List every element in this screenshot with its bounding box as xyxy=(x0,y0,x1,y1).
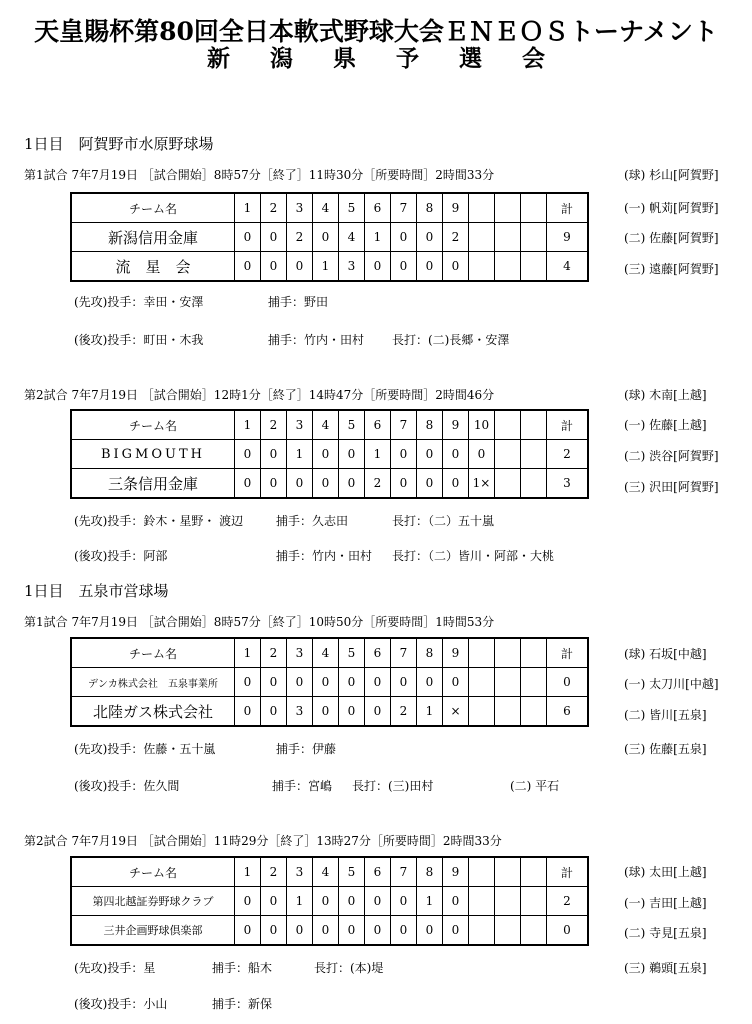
inning-score: 0 xyxy=(261,697,287,727)
first-catchers: 捕手：久志田 xyxy=(276,514,349,528)
inning-score: 0 xyxy=(287,469,313,499)
inning-score xyxy=(495,252,521,282)
second-long-hits: 長打：(三)田村 xyxy=(352,779,434,793)
prefecture-title xyxy=(0,40,752,73)
header-cell: チーム名 xyxy=(71,410,235,440)
inning-score: 0 xyxy=(365,916,391,946)
header-cell: 6 xyxy=(365,638,391,668)
first-pitchers: (先攻)投手：星 xyxy=(74,961,156,975)
header-cell: 4 xyxy=(313,410,339,440)
table-header-row xyxy=(71,410,588,440)
inning-score: 0 xyxy=(391,469,417,499)
inning-score: 1 xyxy=(417,697,443,727)
table-row xyxy=(71,916,588,946)
inning-score: 0 xyxy=(443,469,469,499)
first-pitchers: (先攻)投手：佐藤・五十嵐 xyxy=(74,742,216,756)
inning-score xyxy=(521,252,547,282)
title-char: 県 xyxy=(333,45,356,72)
team-name: 第四北越証券野球クラブ xyxy=(71,887,235,916)
header-cell xyxy=(469,193,495,223)
inning-score xyxy=(521,697,547,727)
inning-score: 0 xyxy=(313,916,339,946)
inning-score: 0 xyxy=(365,887,391,916)
header-cell xyxy=(469,857,495,887)
header-cell: 5 xyxy=(339,638,365,668)
header-cell: 7 xyxy=(391,857,417,887)
inning-score: 0 xyxy=(287,916,313,946)
inning-score: 0 xyxy=(235,916,261,946)
table-header-row xyxy=(71,857,588,887)
inning-score xyxy=(495,887,521,916)
total-score: 0 xyxy=(547,668,589,697)
header-cell: 1 xyxy=(235,857,261,887)
header-cell xyxy=(521,857,547,887)
inning-score xyxy=(495,916,521,946)
inning-score xyxy=(469,697,495,727)
team-name: BIGMOUTH xyxy=(71,440,235,469)
title-char: 選 xyxy=(459,45,482,72)
table-header-row xyxy=(71,193,588,223)
umpire-plate: (球) 木南[上越] xyxy=(624,388,707,402)
inning-score xyxy=(521,223,547,252)
team-name: 三井企画野球倶楽部 xyxy=(71,916,235,946)
inning-score: 0 xyxy=(313,697,339,727)
inning-score: 0 xyxy=(235,440,261,469)
first-pitchers: (先攻)投手：幸田・安澤 xyxy=(74,295,204,309)
inning-score: 0 xyxy=(391,887,417,916)
header-cell: 2 xyxy=(261,410,287,440)
first-long-hits: 長打：（二）五十嵐 xyxy=(392,514,495,528)
inning-score: 0 xyxy=(391,440,417,469)
inning-score: 0 xyxy=(391,252,417,282)
tournament-title: 天皇賜杯第80回全日本軟式野球大会ＥＮＥＯＳトーナメント xyxy=(34,17,718,46)
header-cell: 8 xyxy=(417,193,443,223)
header-cell: 5 xyxy=(339,193,365,223)
inning-score: 0 xyxy=(261,668,287,697)
second-long-hits-extra: (二) 平石 xyxy=(510,779,560,793)
umpire-second: (二) 皆川[五泉] xyxy=(624,708,707,722)
header-cell xyxy=(495,410,521,440)
header-cell: 2 xyxy=(261,193,287,223)
inning-score: 0 xyxy=(417,668,443,697)
header-cell xyxy=(495,638,521,668)
inning-score xyxy=(521,668,547,697)
umpire-third: (三) 鵜頭[五泉] xyxy=(624,961,707,975)
second-catchers: 捕手：竹内・田村 xyxy=(276,549,373,563)
inning-score: 0 xyxy=(443,440,469,469)
header-cell xyxy=(521,193,547,223)
second-catchers: 捕手：竹内・田村 xyxy=(268,333,365,347)
venue-heading: 1日目 阿賀野市水原野球場 xyxy=(24,135,214,153)
header-cell: 6 xyxy=(365,193,391,223)
inning-score: 0 xyxy=(313,668,339,697)
umpire-first: (一) 帆苅[阿賀野] xyxy=(624,201,719,215)
header-cell: 4 xyxy=(313,638,339,668)
inning-score: 0 xyxy=(417,223,443,252)
total-score: 2 xyxy=(547,887,589,916)
inning-score xyxy=(469,887,495,916)
table-header-row xyxy=(71,638,588,668)
inning-score: 0 xyxy=(339,697,365,727)
first-catchers: 捕手：伊藤 xyxy=(276,742,337,756)
header-cell: 6 xyxy=(365,410,391,440)
inning-score: 0 xyxy=(365,668,391,697)
inning-score: 0 xyxy=(261,440,287,469)
first-long-hits: 長打：(本)堤 xyxy=(314,961,384,975)
umpire-plate: (球) 太田[上越] xyxy=(624,865,707,879)
inning-score: 0 xyxy=(339,916,365,946)
inning-score: 0 xyxy=(235,469,261,499)
inning-score: × xyxy=(443,697,469,727)
header-cell: 5 xyxy=(339,410,365,440)
inning-score xyxy=(521,469,547,499)
inning-score: 1× xyxy=(469,469,495,499)
header-cell: 3 xyxy=(287,638,313,668)
second-long-hits: 長打：（二）皆川・阿部・大桃 xyxy=(392,549,555,563)
inning-score: 0 xyxy=(235,223,261,252)
inning-score: 0 xyxy=(417,916,443,946)
inning-score: 0 xyxy=(443,668,469,697)
game-meta: 第1試合 7年7月19日 ［試合開始］8時57分［終了］10時50分［所要時間］1時間53分 xyxy=(24,615,495,629)
second-pitchers: (後攻)投手：町田・木我 xyxy=(74,333,204,347)
title-char: 新 xyxy=(207,45,230,72)
umpire-third: (三) 沢田[阿賀野] xyxy=(624,480,719,494)
inning-score: 0 xyxy=(339,469,365,499)
header-cell: 3 xyxy=(287,410,313,440)
inning-score xyxy=(469,223,495,252)
inning-score: 0 xyxy=(313,469,339,499)
header-cell: チーム名 xyxy=(71,638,235,668)
header-cell xyxy=(521,410,547,440)
inning-score: 1 xyxy=(365,440,391,469)
header-cell: 2 xyxy=(261,638,287,668)
umpire-first: (一) 佐藤[上越] xyxy=(624,418,707,432)
total-score: 4 xyxy=(547,252,589,282)
inning-score: 0 xyxy=(261,469,287,499)
team-name: 三条信用金庫 xyxy=(71,469,235,499)
inning-score: 0 xyxy=(365,697,391,727)
second-catchers: 捕手：宮嶋 xyxy=(272,779,333,793)
inning-score: 4 xyxy=(339,223,365,252)
umpire-second: (二) 渋谷[阿賀野] xyxy=(624,449,719,463)
inning-score: 0 xyxy=(443,887,469,916)
header-cell: 8 xyxy=(417,410,443,440)
header-cell: 計 xyxy=(547,857,589,887)
inning-score: 0 xyxy=(235,668,261,697)
umpire-third: (三) 佐藤[五泉] xyxy=(624,742,707,756)
header-cell: 10 xyxy=(469,410,495,440)
inning-score: 3 xyxy=(287,697,313,727)
inning-score: 0 xyxy=(261,252,287,282)
inning-score: 2 xyxy=(391,697,417,727)
inning-score: 0 xyxy=(417,252,443,282)
umpire-third: (三) 遠藤[阿賀野] xyxy=(624,262,719,276)
header-cell: 計 xyxy=(547,638,589,668)
first-catchers: 捕手：野田 xyxy=(268,295,329,309)
scoreboard-table xyxy=(70,856,589,946)
umpire-first: (一) 吉田[上越] xyxy=(624,896,707,910)
title-char: 潟 xyxy=(270,45,293,72)
inning-score xyxy=(469,668,495,697)
second-long-hits: 長打：(二)長郷・安澤 xyxy=(392,333,510,347)
inning-score: 0 xyxy=(287,252,313,282)
header-cell xyxy=(469,638,495,668)
inning-score: 0 xyxy=(261,887,287,916)
table-row xyxy=(71,469,588,499)
inning-score xyxy=(469,252,495,282)
umpire-first: (一) 太刀川[中越] xyxy=(624,677,719,691)
header-cell: 9 xyxy=(443,857,469,887)
scoreboard-table xyxy=(70,192,589,282)
inning-score xyxy=(521,440,547,469)
header-cell: 8 xyxy=(417,857,443,887)
inning-score: 3 xyxy=(339,252,365,282)
inning-score xyxy=(495,469,521,499)
title-char: 会 xyxy=(522,45,545,72)
second-pitchers: (後攻)投手：佐久間 xyxy=(74,779,180,793)
team-name: 流 星 会 xyxy=(71,252,235,282)
header-cell: 9 xyxy=(443,193,469,223)
umpire-plate: (球) 石坂[中越] xyxy=(624,647,707,661)
inning-score: 1 xyxy=(287,440,313,469)
table-row xyxy=(71,252,588,282)
venue-heading: 1日目 五泉市営球場 xyxy=(24,582,169,600)
inning-score: 0 xyxy=(313,223,339,252)
inning-score: 0 xyxy=(417,469,443,499)
inning-score: 1 xyxy=(417,887,443,916)
inning-score: 0 xyxy=(261,916,287,946)
inning-score: 0 xyxy=(235,252,261,282)
table-row xyxy=(71,668,588,697)
header-cell xyxy=(495,857,521,887)
inning-score: 0 xyxy=(287,668,313,697)
header-cell: 3 xyxy=(287,193,313,223)
header-cell: 計 xyxy=(547,410,589,440)
total-score: 3 xyxy=(547,469,589,499)
inning-score: 0 xyxy=(313,887,339,916)
team-name: 北陸ガス株式会社 xyxy=(71,697,235,727)
table-row xyxy=(71,697,588,727)
first-pitchers: (先攻)投手：鈴木・星野・ 渡辺 xyxy=(74,514,244,528)
inning-score xyxy=(495,668,521,697)
header-cell: 6 xyxy=(365,857,391,887)
total-score: 0 xyxy=(547,916,589,946)
umpire-second: (二) 佐藤[阿賀野] xyxy=(624,231,719,245)
inning-score: 0 xyxy=(339,668,365,697)
umpire-plate: (球) 杉山[阿賀野] xyxy=(624,168,719,182)
inning-score: 1 xyxy=(365,223,391,252)
inning-score: 0 xyxy=(469,440,495,469)
header-cell xyxy=(521,638,547,668)
inning-score: 1 xyxy=(287,887,313,916)
game-meta: 第2試合 7年7月19日 ［試合開始］12時1分［終了］14時47分［所要時間］2時間46分 xyxy=(24,388,495,402)
total-score: 6 xyxy=(547,697,589,727)
header-cell: 9 xyxy=(443,410,469,440)
inning-score: 2 xyxy=(443,223,469,252)
header-cell xyxy=(495,193,521,223)
umpire-second: (二) 寺見[五泉] xyxy=(624,926,707,940)
inning-score: 2 xyxy=(287,223,313,252)
inning-score: 2 xyxy=(365,469,391,499)
header-cell: 4 xyxy=(313,857,339,887)
header-cell: チーム名 xyxy=(71,193,235,223)
table-row xyxy=(71,887,588,916)
header-cell: チーム名 xyxy=(71,857,235,887)
total-score: 2 xyxy=(547,440,589,469)
inning-score: 0 xyxy=(235,887,261,916)
inning-score: 0 xyxy=(443,916,469,946)
table-row xyxy=(71,440,588,469)
header-cell: 1 xyxy=(235,638,261,668)
header-cell: 4 xyxy=(313,193,339,223)
title-char: 予 xyxy=(396,45,419,72)
header-cell: 1 xyxy=(235,193,261,223)
scoreboard-table xyxy=(70,409,589,499)
inning-score: 0 xyxy=(443,252,469,282)
second-catchers: 捕手：新保 xyxy=(212,997,273,1011)
game-meta: 第2試合 7年7月19日 ［試合開始］11時29分［終了］13時27分［所要時間］2時間33分 xyxy=(24,834,502,848)
game-meta: 第1試合 7年7月19日 ［試合開始］8時57分［終了］11時30分［所要時間］2時間33分 xyxy=(24,168,495,182)
second-pitchers: (後攻)投手：阿部 xyxy=(74,549,168,563)
inning-score xyxy=(521,916,547,946)
scoreboard-table xyxy=(70,637,589,727)
table-row xyxy=(71,223,588,252)
inning-score: 0 xyxy=(339,887,365,916)
second-pitchers: (後攻)投手：小山 xyxy=(74,997,168,1011)
first-catchers: 捕手：船木 xyxy=(212,961,273,975)
inning-score: 0 xyxy=(313,440,339,469)
header-cell: 7 xyxy=(391,638,417,668)
header-cell: 2 xyxy=(261,857,287,887)
inning-score xyxy=(469,916,495,946)
inning-score: 0 xyxy=(391,668,417,697)
inning-score xyxy=(495,223,521,252)
inning-score: 1 xyxy=(313,252,339,282)
inning-score: 0 xyxy=(417,440,443,469)
header-cell: 3 xyxy=(287,857,313,887)
header-cell: 1 xyxy=(235,410,261,440)
inning-score xyxy=(495,440,521,469)
inning-score: 0 xyxy=(391,223,417,252)
header-cell: 5 xyxy=(339,857,365,887)
inning-score: 0 xyxy=(365,252,391,282)
header-cell: 計 xyxy=(547,193,589,223)
inning-score: 0 xyxy=(235,697,261,727)
team-name: 新潟信用金庫 xyxy=(71,223,235,252)
header-cell: 7 xyxy=(391,410,417,440)
header-cell: 7 xyxy=(391,193,417,223)
team-name: デンカ株式会社 五泉事業所 xyxy=(71,668,235,697)
header-cell: 9 xyxy=(443,638,469,668)
inning-score xyxy=(495,697,521,727)
inning-score: 0 xyxy=(391,916,417,946)
total-score: 9 xyxy=(547,223,589,252)
inning-score: 0 xyxy=(339,440,365,469)
header-cell: 8 xyxy=(417,638,443,668)
inning-score: 0 xyxy=(261,223,287,252)
inning-score xyxy=(521,887,547,916)
